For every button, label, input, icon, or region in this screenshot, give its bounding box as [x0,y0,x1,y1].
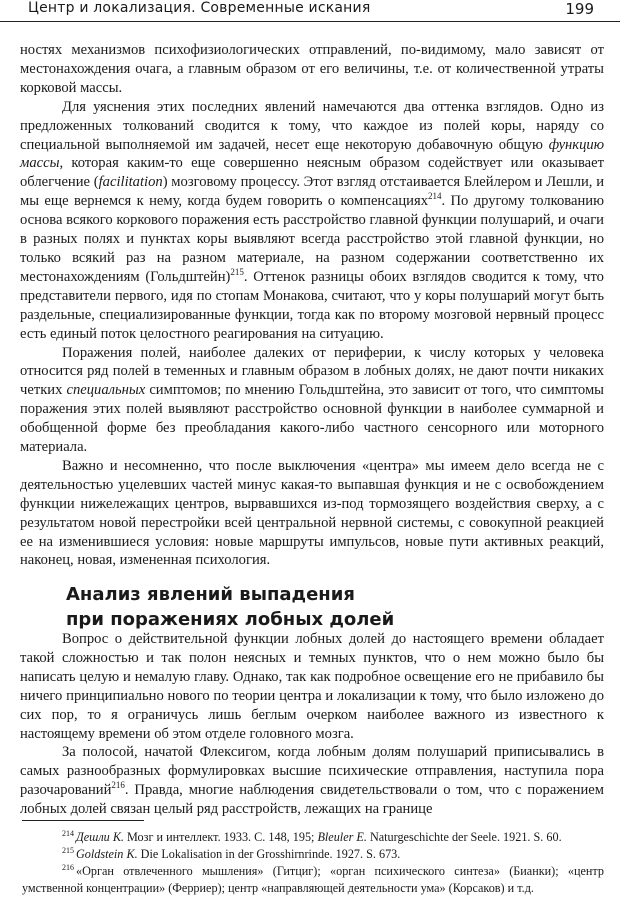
page-number: 199 [565,0,594,18]
header-rule [0,21,620,22]
page-header [0,0,620,22]
running-head: Центр и локализация. Современные искания [28,0,371,16]
paragraph-4: Важно и несомненно, что после выключения «центра» мы имеем дело всегда не с деятельностью уцелевших частей минус какая-то выпавшая функция и не с освобождением функции нижележащих центров, вырвавшихся из-под тормозящего воздействия сверху, а с результатом новой перестройки всей центральной нервной системы, с совокупной реакцией ее на изменившиеся условия: новые маршруты импульсов, новые пути активных реакций, наконец, новая, измененная психология. [20,457,604,569]
paragraph-1: ностях механизмов психофизиологических отправлений, по-видимому, мало зависят от местонахождения очага, а главным образом от его величины, т.е. от количественной утраты корковой массы. [20,42,604,96]
footnote-number: 216 [62,863,74,872]
footnote-215: $^{215}$ Goldstein K. Die Lokalisation in der Grosshirnrinde. 1927. S. 673. [62,846,401,861]
footnote-ref-216[interactable]: 216 [111,780,125,791]
footnotes [22,829,604,897]
footnote-rule [22,820,144,821]
section-heading-line-2: при поражениях лобных долей [66,609,395,630]
footnote-number: 214 [62,829,74,838]
emphasis-facilitation: facilitation [98,174,163,191]
emphasis-mass-function: функцию массы [20,136,604,172]
footnote-number: 215 [62,846,74,855]
footnote-ref-215[interactable]: 215 [230,266,244,277]
paragraph-3: Поражения полей, наиболее далеких от периферии, к числу которых у человека относится ряд полей в теменных и главным образом в лобных долях, не дают почти никаких четких специальных симптомов; по мнению Гольдштейна, это зависит от того, что симптомы поражения этих полей выявляют расстройство основной функции в наиболее суммарной и обобщенной форме без преобладания какого-либо частного сенсорного или моторного материала. [20,344,604,456]
emphasis-special: специальных [66,382,146,399]
section-heading-line-1: Анализ явлений выпадения [66,584,355,605]
footnote-214: $^{214}$ Дешли К. Мозг и интеллект. 1933. С. 148, 195; Bleuler E. Naturgeschichte der Seele. 1921. S. 60. [62,829,562,844]
main-text [20,41,604,570]
paragraph-6: За полосой, начатой Флексигом, когда лобным долям полушарий приписывались в самых разнообразных формулировках высшие психические отправления, наступила пора разочарований$^{216}$. Правда, многие наблюдения свидетельствовали о том, что с поражением лобных долей связан целый ряд расстройств, лежащих на границе [20,744,604,818]
paragraph-5: Вопрос о действительной функции лобных долей до настоящего времени обладает такой сложностью и так полон неясных и темных пунктов, что о нем можно было бы написать целую и немалую главу. Однако, так как подробное освещение его не прибавило бы ничего принципиально нового по теории центра и локализации к тому, что было изложено до сих пор, то я ограничусь лишь беглым очерком наиболее важного из известного к настоящему времени об этом отделе головного мозга. [20,631,604,742]
paragraph-2: Для уяснения этих последних явлений намечаются два оттенка взглядов. Одно из предложенных толкований сводится к тому, что каждое из полей коры, наряду со специальной выполняемой им задачей, несет еще некоторую добавочную общую функцию массы, которая каким-то еще совершенно неясным образом содействует или оказывает облегчение (facilitation) мозговому процессу. Этот взгляд отстаивается Блейлером и Лешли, и мы еще вернемся к нему, когда будем говорить о компенсациях$^{214}$. По другому толкованию основа всякого коркового поражения есть расстройство главной функции полушарий, и очаги в разных полях и пунктах коры выявляют всегда расстройство этой главной функции, но только всякий раз на разном материале, на разном содержании соответственно их местонахождениям (Гольдштейн)$^{215}$. Оттенок разницы обоих взглядов сводится к тому, что представители первого, идя по стопам Монакова, считают, что у коры полушарий могут быть раздельные, специализированные функции, тогда как по второму мозговой нервный процесс есть единый поток целостного реагирования на ситуацию. [20,98,605,342]
footnote-ref-214[interactable]: 214 [428,191,442,202]
section-text [20,630,604,819]
section-heading [66,582,566,632]
footnote-216: $^{216}$ «Орган отвлеченного мышления» (Гитциг); «орган психического синтеза» (Бианки); «центр умственной концентрации» (Ферриер); центр «направляющей деятельности ума» (Корсаков) и т.д. [22,863,604,895]
